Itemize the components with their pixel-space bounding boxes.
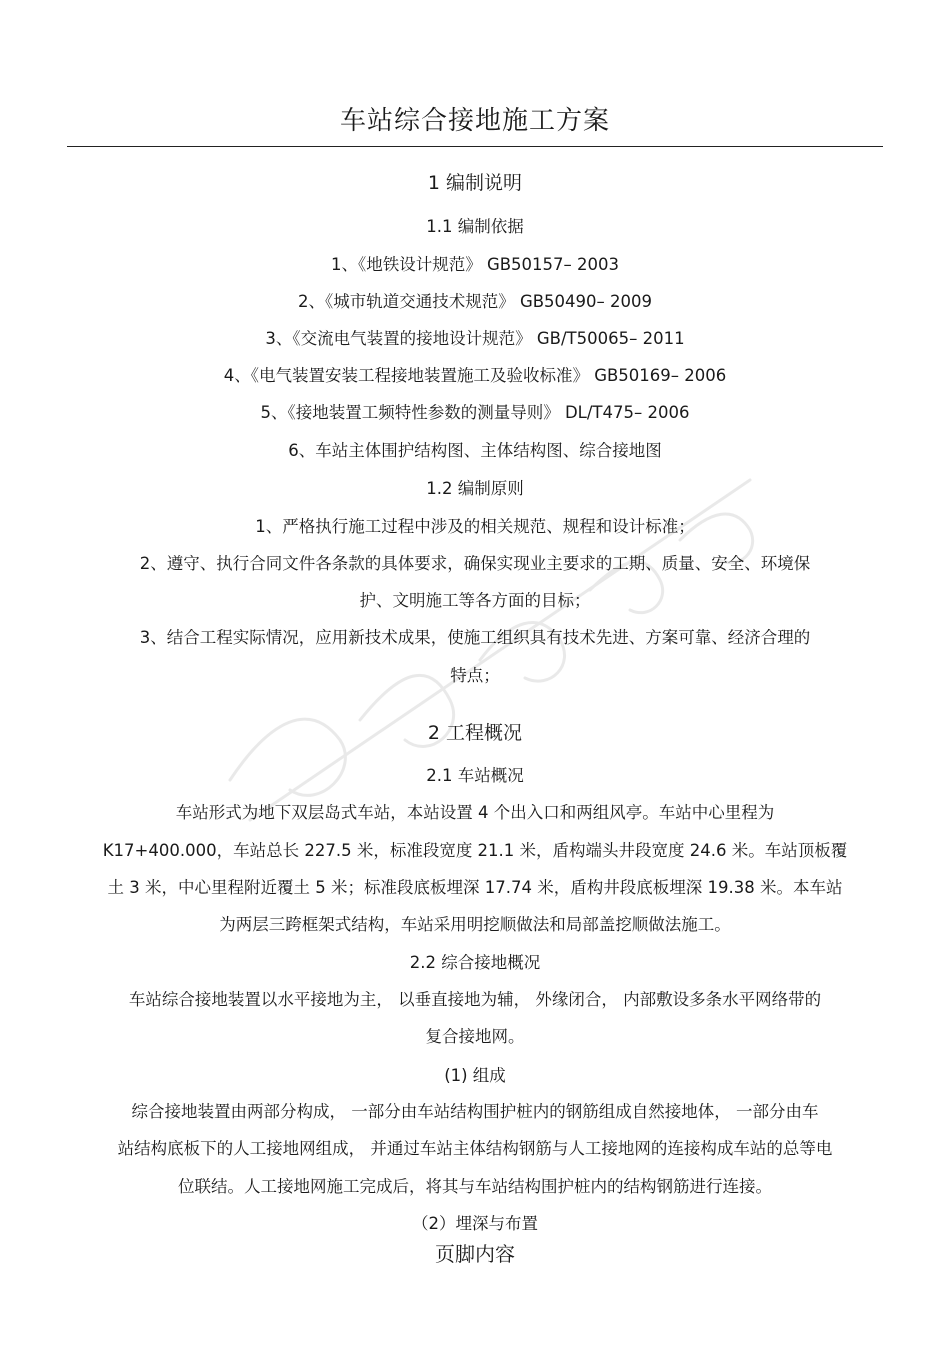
composition-line: 综合接地装置由两部分构成， 一部分由车站结构围护桩内的钢筋组成自然接地体， 一部分由车 [131, 1102, 819, 1121]
subsection-heading-2-2: 2.2 综合接地概况 [409, 953, 541, 972]
subsection-heading-1-1: 1.1 编制依据 [426, 217, 524, 236]
principle-line: 特点； [450, 666, 500, 685]
subsection-heading-1-2: 1.2 编制原则 [426, 479, 524, 498]
overview-line: 车站形式为地下双层岛式车站，本站设置 4 个出入口和两组风亭。车站中心里程为 [175, 803, 775, 822]
reference-item: 1、《地铁设计规范》 GB50157– 2003 [330, 255, 620, 274]
section-heading-2: 2 工程概况 [427, 722, 523, 744]
reference-item: 4、《电气装置安装工程接地装置施工及验收标准》 GB50169– 2006 [223, 366, 727, 385]
document-title: 车站综合接地施工方案 [339, 106, 610, 136]
title-divider [67, 146, 883, 147]
section-heading-1: 1 编制说明 [427, 172, 523, 194]
reference-item: 6、车站主体围护结构图、主体结构图、综合接地图 [288, 441, 662, 460]
grounding-line: 车站综合接地装置以水平接地为主， 以垂直接地为辅， 外缘闭合， 内部敷设多条水平网络带的 [128, 990, 822, 1009]
principle-line: 2、遵守、执行合同文件各条款的具体要求，确保实现业主要求的工期、质量、安全、环境保 [139, 554, 811, 573]
overview-line: K17+400.000，车站总长 227.5 米，标准段宽度 21.1 米，盾构端头井段宽度 24.6 米。车站顶板覆 [102, 841, 848, 860]
subheading-composition: (1) 组成 [444, 1066, 506, 1085]
overview-line: 为两层三跨框架式结构，车站采用明挖顺做法和局部盖挖顺做法施工。 [219, 915, 731, 934]
composition-line: 站结构底板下的人工接地网组成， 并通过车站主体结构钢筋与人工接地网的连接构成车站的总等电 [117, 1139, 833, 1158]
principle-line: 1、严格执行施工过程中涉及的相关规范、规程和设计标准； [255, 517, 695, 536]
page-footer: 页脚内容 [435, 1242, 515, 1266]
reference-item: 2、《城市轨道交通技术规范》 GB50490– 2009 [297, 292, 653, 311]
principle-line: 3、结合工程实际情况，应用新技术成果，使施工组织具有技术先进、方案可靠、经济合理的 [139, 628, 811, 647]
subheading-depth-layout: （2）埋深与布置 [412, 1214, 538, 1233]
composition-line: 位联结。人工接地网施工完成后，将其与车站结构围护桩内的结构钢筋进行连接。 [178, 1177, 772, 1196]
principle-line: 护、文明施工等各方面的目标； [359, 591, 591, 610]
reference-item: 5、《接地装置工频特性参数的测量导则》 DL/T475– 2006 [260, 403, 690, 422]
overview-line: 土 3 米，中心里程附近覆土 5 米；标准段底板埋深 17.74 米，盾构井段底板埋深 19.38 米。本车站 [107, 878, 843, 897]
grounding-line: 复合接地网。 [425, 1027, 525, 1046]
subsection-heading-2-1: 2.1 车站概况 [426, 766, 524, 785]
reference-item: 3、《交流电气装置的接地设计规范》 GB/T50065– 2011 [265, 329, 685, 348]
